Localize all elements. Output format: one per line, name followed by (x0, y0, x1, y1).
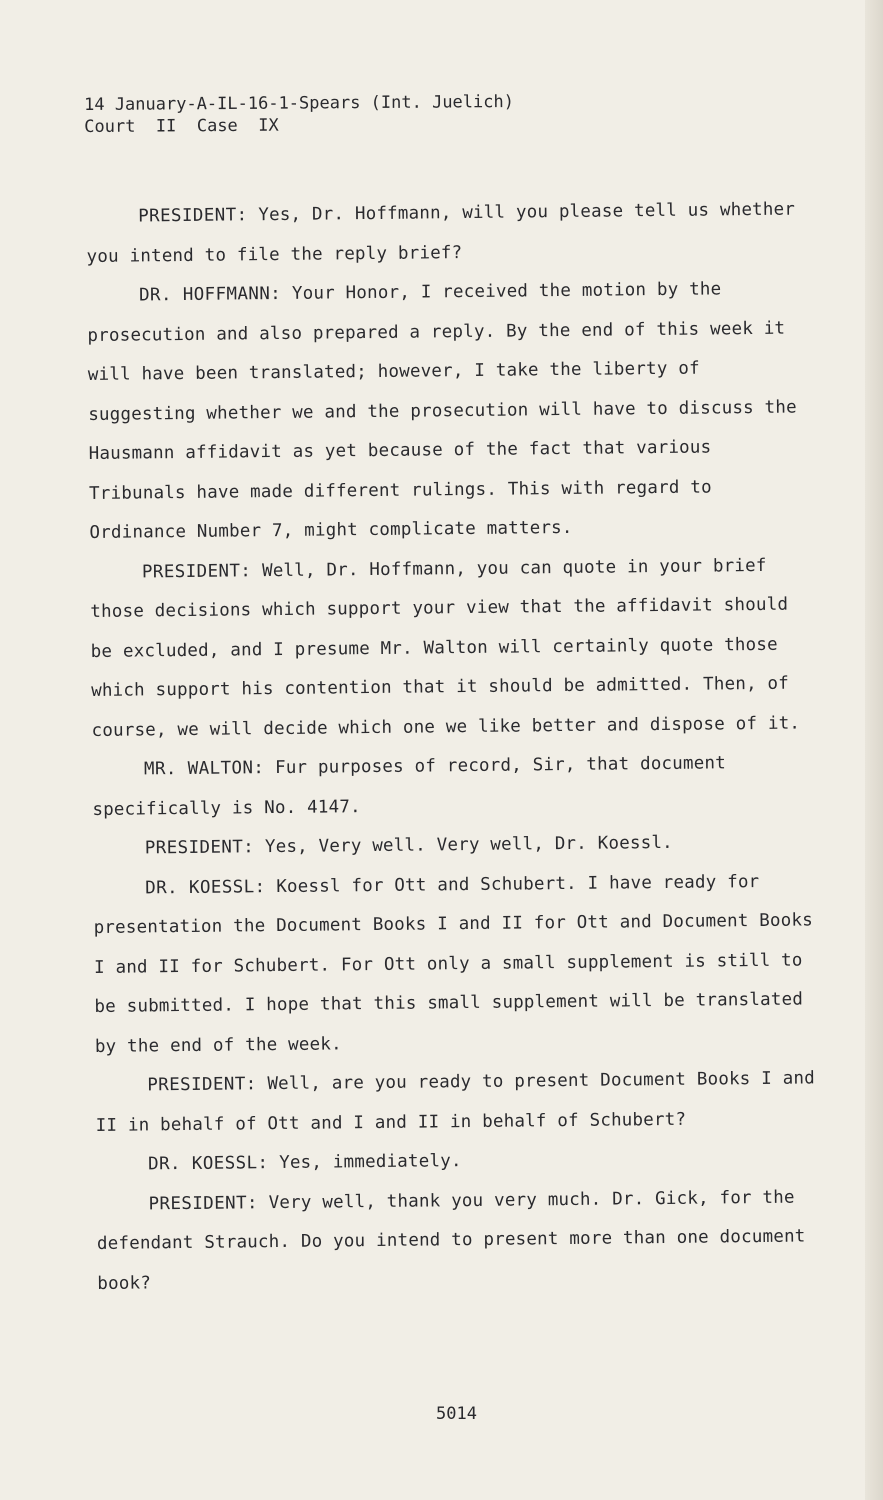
speaker-name: PRESIDENT: (138, 205, 248, 227)
speaker-name: MR. WALTON: (143, 758, 265, 780)
speaker-name: PRESIDENT: (148, 1192, 258, 1214)
speech-text: Very well, thank you very much. Dr. Gick, for the defendant Strauch. Do you intend to present more than one document book? (96, 1187, 806, 1294)
header-court-line: Court II Case IX (84, 115, 279, 137)
speech-turn (96, 1178, 827, 1304)
speech-text: Well, Dr. Hoffmann, you can quote in your brief those decisions which support your view that the affidavit should be excluded, and I presume Mr. Walton will certainly quote those which support his contention that it should be admitted. Then, of course, we will decide which one we like better and dispose of it. (90, 555, 801, 741)
speech-turn (93, 862, 825, 1067)
speech-text: Yes, immediately. (279, 1151, 462, 1174)
speech-turn (90, 546, 822, 751)
speaker-name: DR. KOESSL: (145, 876, 266, 898)
speech-text: Yes, Very well. Very well, Dr. Koessl. (264, 832, 673, 858)
speech-text: Well, are you ready to present Document Books I and II in behalf of Ott and I and II in behalf of Schubert? (95, 1068, 816, 1136)
speech-text: Fur purposes of record, Sir, that document specifically is No. 4147. (92, 753, 727, 820)
header-session-line: 14 January-A-IL-16-1-Spears (Int. Juelich) (84, 91, 515, 115)
speaker-name: PRESIDENT: (147, 1074, 257, 1096)
speech-turn (86, 190, 817, 277)
header (84, 91, 514, 138)
transcript (86, 190, 828, 1304)
speaker-name: PRESIDENT: (141, 560, 252, 582)
page-number: 5014 (436, 1404, 477, 1424)
speech-text: Koessl for Ott and Schubert. I have ready for presentation the Document Books I and II for Ott and Document Books I and II for Schubert. For Ott only a small supplement is still to be submitted. I hope that this small supplement will be translated by the end of the week. (93, 871, 814, 1057)
page-edge (865, 0, 883, 1500)
speaker-name: DR. KOESSL: (148, 1153, 269, 1175)
speaker-name: PRESIDENT: (144, 837, 255, 859)
speaker-name: DR. HOFFMANN: (138, 283, 282, 306)
speech-text: Yes, Dr. Hoffmann, will you please tell us whether you intend to file the reply brief? (86, 199, 796, 267)
speech-text: Your Honor, I received the motion by the prosecution and also prepared a reply. By the end of this week it will have been translated; however, I take the liberty of suggesting whether we and the prosecution will have to discuss the Hausmann affidavit as yet because of the fact that various Tribunals have made different rulings. This with regard to Ordinance Number 7, might complicate matters. (87, 279, 797, 543)
speech-turn (87, 269, 820, 553)
speech-turn (95, 1059, 826, 1146)
speech-turn (92, 743, 823, 830)
